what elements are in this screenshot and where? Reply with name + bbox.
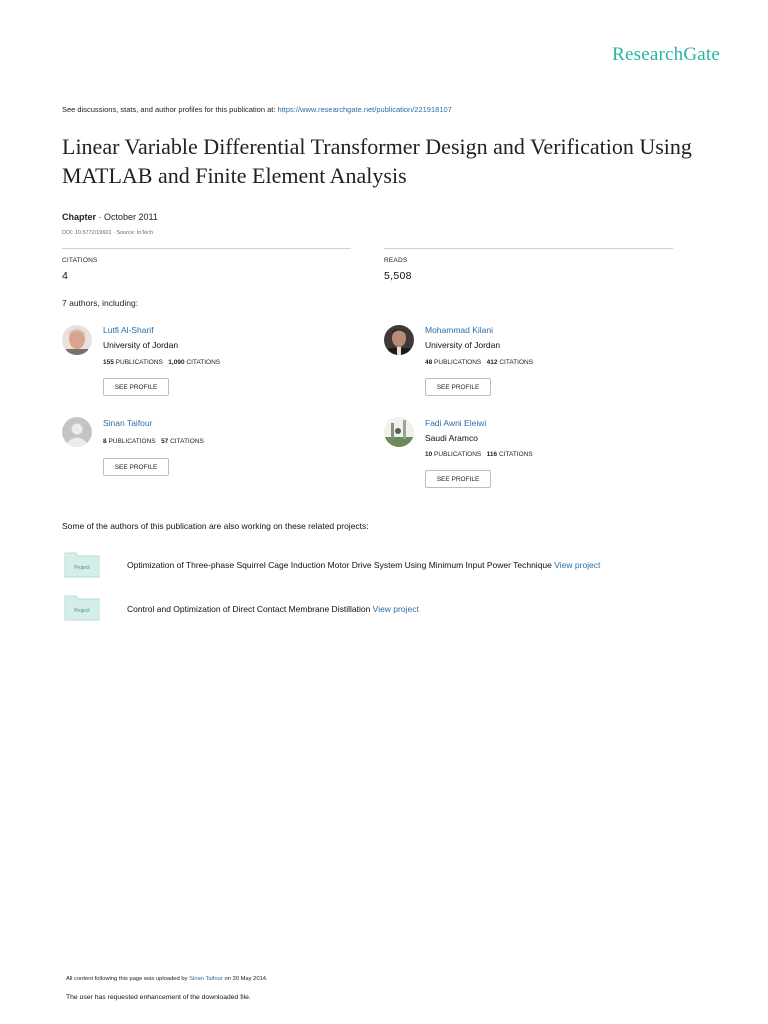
publications-label: PUBLICATIONS [434, 451, 482, 458]
chapter-info [62, 212, 158, 222]
publications-label: PUBLICATIONS [434, 359, 482, 366]
divider-right [384, 248, 673, 249]
author-name-link[interactable]: Lutfi Al-Sharif [103, 325, 154, 335]
citations-label: CITATIONS [62, 257, 98, 264]
citations-count: 57 [161, 438, 169, 445]
author-affiliation: University of Jordan [425, 340, 501, 350]
chapter-type: Chapter [62, 212, 97, 222]
author-avatar-photo-icon[interactable] [62, 325, 92, 355]
chapter-date: · October 2011 [96, 212, 158, 222]
default-user-icon[interactable] [62, 417, 92, 447]
authors-heading: 7 authors, including: [62, 298, 139, 308]
project-name: Optimization of Three-phase Squirrel Cage Induction Motor Drive System Using Minimum Input Power Technique [127, 560, 555, 570]
project-title [127, 604, 419, 614]
related-projects-heading: Some of the authors of this publication are also working on these related projects: [62, 521, 369, 531]
see-profile-button[interactable]: SEE PROFILE [425, 470, 491, 488]
citations-label: CITATIONS [186, 359, 221, 366]
disclaimer-text: See discussions, stats, and author profiles for this publication at: [62, 105, 278, 114]
author-avatar-photo-icon[interactable] [384, 417, 414, 447]
citations-count: 412 [486, 359, 498, 366]
publication-url-link[interactable]: https://www.researchgate.net/publication/221918107 [277, 105, 452, 114]
researchgate-logo[interactable]: ResearchGate [612, 44, 720, 65]
view-project-link[interactable]: View project [372, 604, 419, 614]
upload-note-pre: All content following this page was uploaded by [66, 976, 190, 982]
citations-label: CITATIONS [170, 438, 204, 445]
upload-note-post: on 30 May 2014. [222, 976, 268, 982]
upload-note [66, 976, 268, 982]
enhancement-note: The user has requested enhancement of the downloaded file. [66, 994, 251, 1001]
author-name-link[interactable]: Sinan Taifour [103, 418, 153, 428]
project-icon-label: Project [74, 608, 90, 614]
author-affiliation: University of Jordan [103, 340, 179, 350]
author-name-link[interactable]: Mohammad Kilani [425, 325, 494, 335]
author-name-link[interactable]: Fadi Awni Eleiwi [425, 418, 487, 428]
citations-count: 116 [486, 451, 498, 458]
author-affiliation: Saudi Aramco [425, 433, 478, 443]
citations-label: CITATIONS [499, 359, 534, 366]
author-stats [103, 359, 220, 366]
view-project-link[interactable]: View project [554, 560, 601, 570]
reads-label: READS [384, 257, 408, 264]
project-folder-icon[interactable] [64, 550, 100, 578]
divider-left [62, 248, 351, 249]
author-avatar-photo-icon[interactable] [384, 325, 414, 355]
project-icon-label: Project [74, 565, 90, 571]
author-stats [425, 359, 533, 366]
publication-title: Linear Variable Differential Transformer Design and Verification Using MATLAB and Finite Element Analysis [62, 134, 692, 188]
reads-count: 5,508 [384, 270, 412, 282]
publications-count: 8 [103, 438, 107, 445]
citations-count: 4 [62, 270, 69, 282]
publications-count: 48 [425, 359, 433, 366]
publications-label: PUBLICATIONS [108, 438, 156, 445]
publications-count: 10 [425, 451, 433, 458]
citations-label: CITATIONS [498, 451, 533, 458]
doi-source: DOI: 10.5772/19601 · Source: InTech [62, 230, 154, 236]
publications-count: 155 [103, 359, 114, 366]
disclaimer-line [62, 105, 452, 114]
author-stats [103, 438, 204, 445]
citations-count: 1,090 [168, 359, 185, 366]
author-stats [425, 451, 533, 458]
see-profile-button[interactable]: SEE PROFILE [425, 378, 491, 396]
uploader-link[interactable]: Sinan Taifour [189, 976, 223, 982]
see-profile-button[interactable]: SEE PROFILE [103, 378, 169, 396]
project-name: Control and Optimization of Direct Contact Membrane Distillation [127, 604, 373, 614]
publications-label: PUBLICATIONS [115, 359, 163, 366]
see-profile-button[interactable]: SEE PROFILE [103, 458, 169, 476]
project-folder-icon[interactable] [64, 593, 100, 621]
project-title [127, 560, 600, 570]
